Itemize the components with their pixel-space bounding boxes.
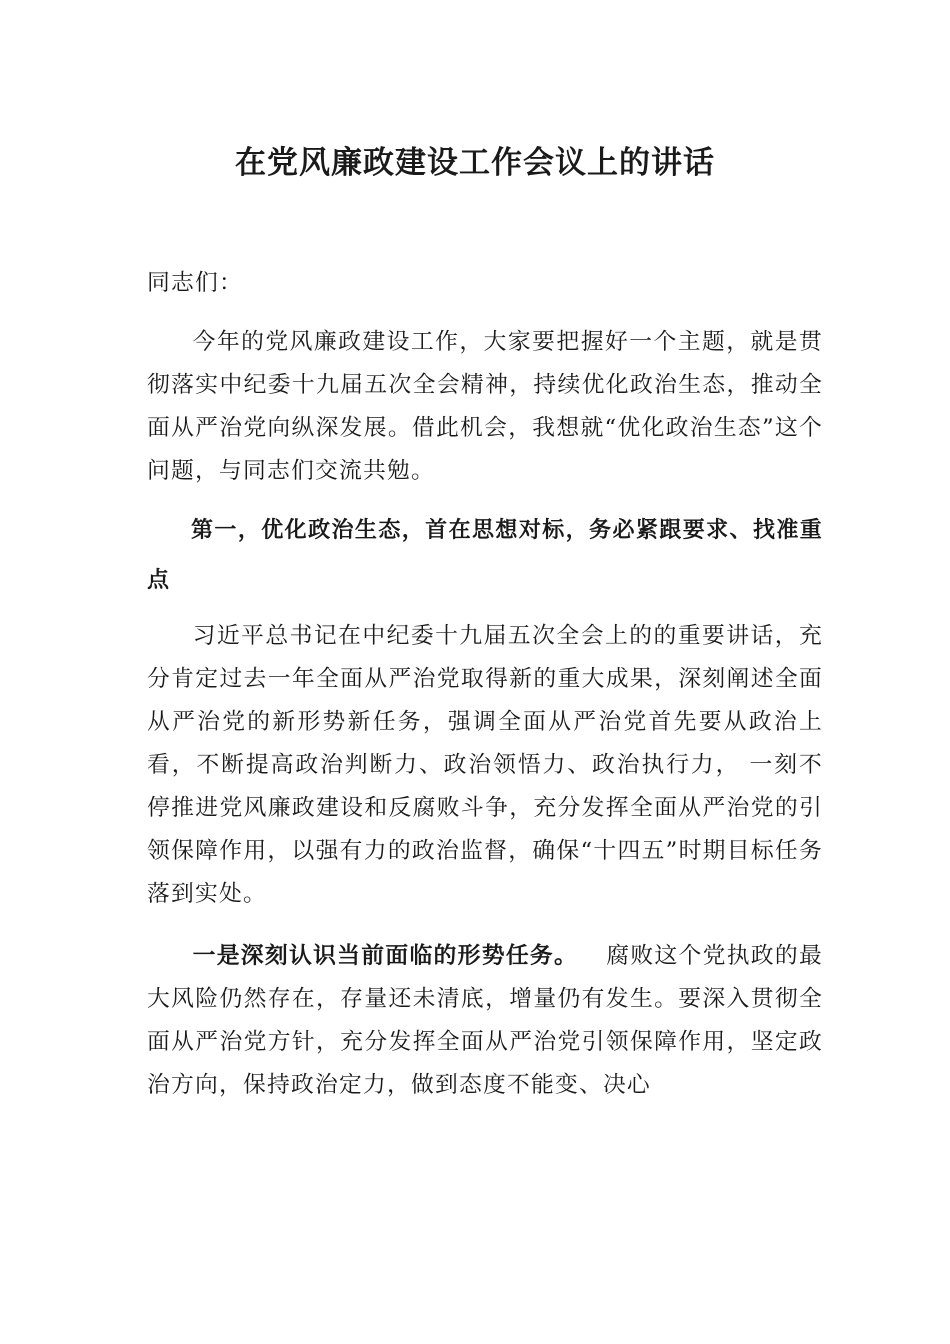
- section-heading-1: 第一，优化政治生态，首在思想对标，务必紧跟要求、找准重点: [147, 518, 823, 593]
- point-1-body: 腐败这个党执政的最大风险仍然存在，存量还未清底，增量仍有发生。要深入贯彻全面从严治党方针，充分发挥全面从严治党引领保障作用，坚定政治方向，保持政治定力，做到态度不能变、决心: [147, 943, 823, 1098]
- paragraph-intro: 今年的党风廉政建设工作，大家要把握好一个主题，就是贯彻落实中纪委十九届五次全会精神，持续优化政治生态，推动全面从严治党向纵深发展。借此机会，我想就“优化政治生态”这个问题，与同志们交流共勉。: [147, 329, 823, 484]
- paragraph-point-1: [147, 935, 823, 1107]
- paragraph-section-1: 习近平总书记在中纪委十九届五次全会上的的重要讲话，充分肯定过去一年全面从严治党取得新的重大成果，深刻阐述全面从严治党的新形势新任务，强调全面从严治党首先要从政治上看，不断提高政治判断力、政治领悟力、政治执行力， 一刻不停推进党风廉政建设和反腐败斗争，充分发挥全面从严治党的引领保障作用，以强有力的政治监督，确保“十四五”时期目标任务落到实处。: [147, 623, 823, 907]
- point-1-lead: 一是深刻认识当前面临的形势任务。: [192, 943, 579, 969]
- document-title: 在党风廉政建设工作会议上的讲话: [235, 145, 715, 181]
- greeting: 同志们：: [147, 270, 243, 296]
